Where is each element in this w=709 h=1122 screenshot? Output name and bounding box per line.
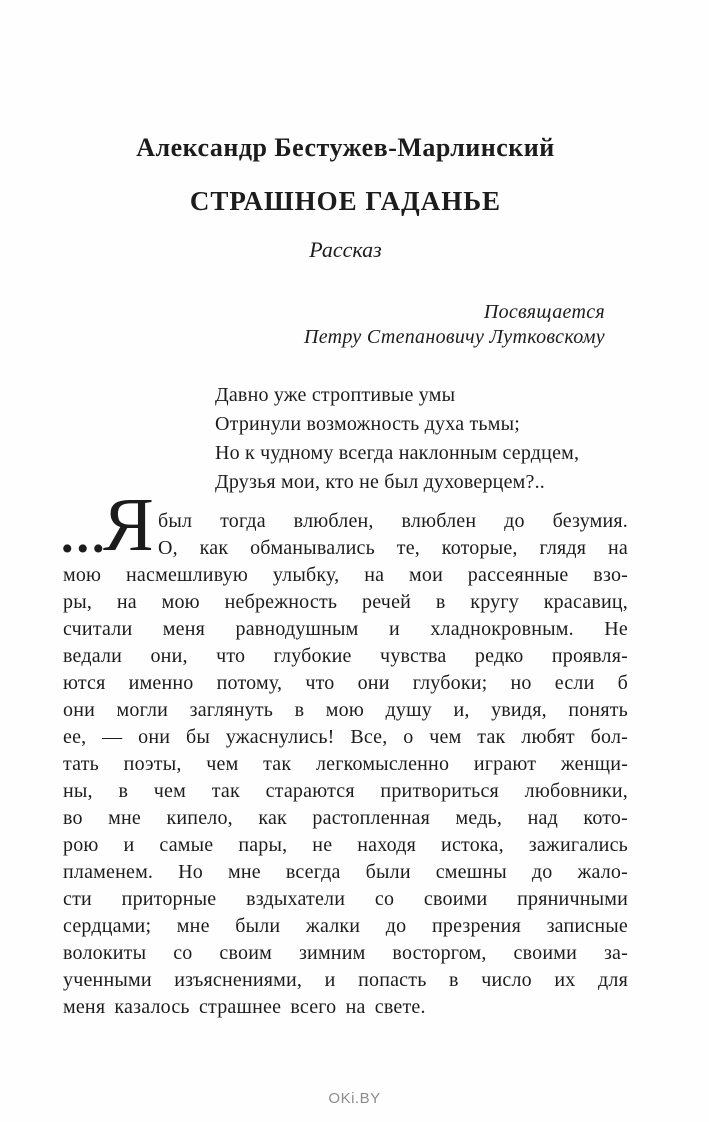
story-body [61,483,628,1021]
body-line: О, как обманывались те, которые, глядя на [158,537,628,559]
body-line: был тогда влюблен, влюблен до безумия. [158,510,628,532]
body-line: пламенем. Но мне всегда были смешны до жало- [63,861,628,883]
dedication-line: Посвящается [483,301,605,323]
dedication [63,300,628,350]
drop-cap-letter: Я [103,483,154,567]
body-line: во мне кипело, как растопленная медь, над кото- [63,807,628,829]
body-line: считали меня равнодушным и хладнокровным. Не [63,618,628,640]
body-line: меня казалось страшнее всего на свете. [63,996,426,1018]
text-column [63,133,628,1021]
body-line: ведали они, что глубокие чувства редко проявля- [63,645,628,667]
epigraph-line: Давно уже строптивые умы [215,384,456,406]
body-line: ученными изъяснениями, и попасть в число их для [63,969,628,991]
dedication-line: Петру Степановичу Лутковскому [303,326,605,348]
author-name: Александр Бестужев-Марлинский [136,133,555,162]
story-title: СТРАШНОЕ ГАДАНЬЕ [189,186,502,216]
body-line: сти приторные вздыхатели со своими пряничными [63,888,628,910]
genre-label: Рассказ [309,237,382,262]
epigraph-line: Но к чудному всегда наклонным сердцем, [215,442,580,464]
epigraph-line: Отринули возможность духа тьмы; [215,413,520,435]
epigraph-line: Друзья мои, кто не был духоверцем?.. [215,471,545,493]
body-line: мою насмешливую улыбку, на мои рассеянные взо- [63,564,628,586]
body-line: ются именно потому, что они глубоки; но если б [63,672,628,694]
body-line: ны, в чем так стараются притвориться любовники, [63,780,628,802]
body-line: ры, на мою небрежность речей в кругу красавиц, [63,591,628,613]
body-line: они могли заглянуть в мою душу и, увидя, понять [63,699,628,721]
body-line: волокиты со своим зимним восторгом, своими за- [63,942,628,964]
body-line: ее, — они бы ужаснулись! Все, о чем так любят бол- [63,726,628,748]
epigraph [215,381,628,497]
body-line: рою и самые пары, не находя истока, зажигались [63,834,628,856]
drop-cap-ellipsis: ... [61,507,108,563]
site-watermark: OKi.BY [328,1090,381,1107]
body-line: сердцами; мне были жалки до презрения записные [63,915,628,937]
body-line: тать поэты, чем так легкомысленно играют женщи- [63,753,628,775]
